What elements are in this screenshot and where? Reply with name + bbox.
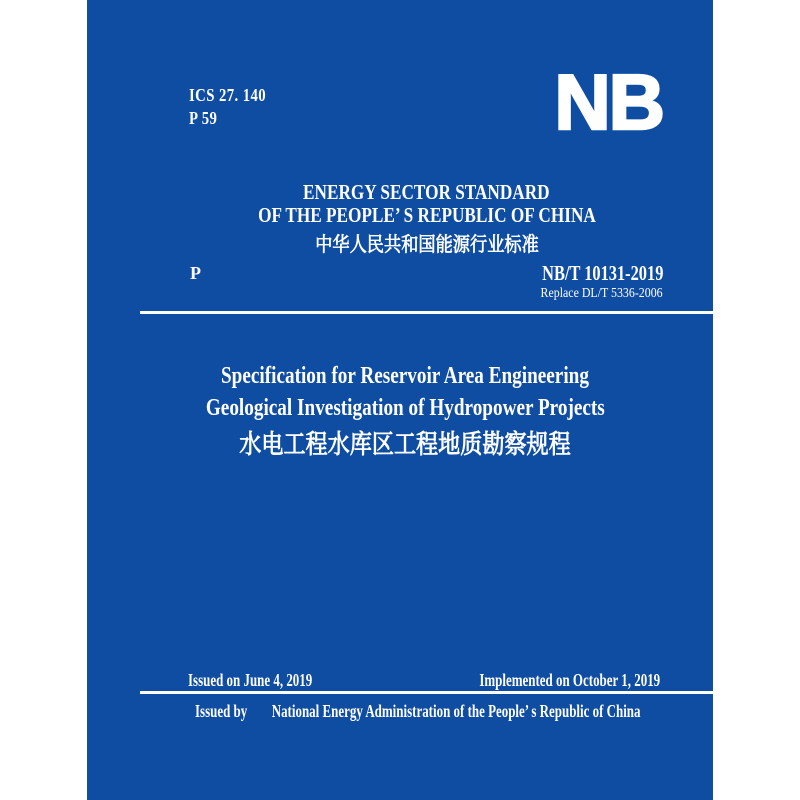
header-en-line1: ENERGY SECTOR STANDARD [303,180,550,204]
ics-classification [189,84,283,130]
china-class-code: P 59 [189,108,218,128]
issued-date: Issued on June 4, 2019 [188,670,313,690]
standard-cover [87,0,713,800]
top-divider-rule [140,311,713,314]
issuer-name: National Energy Administration of the People’ s Republic of China [271,701,641,721]
ics-code: ICS 27. 140 [189,85,267,105]
issued-by-label: Issued by [195,701,248,721]
standard-header [190,181,663,256]
doc-class-letter: P [190,263,201,283]
title-en-line2: Geological Investigation of Hydropower Projects [205,395,605,421]
header-en-line2: OF THE PEOPLE’ S REPUBLIC OF CHINA [257,203,596,227]
issuer-row [195,701,640,722]
title-cn: 水电工程水库区工程地质勘察规程 [239,430,571,459]
title-en-line1: Specification for Reservoir Area Engineering [221,363,589,389]
implemented-date: Implemented on October 1, 2019 [479,670,660,690]
standard-title [97,360,713,461]
bottom-divider-rule [140,691,713,694]
header-cn: 中华人民共和国能源行业标准 [314,234,539,256]
standard-number: NB/T 10131-2019 [541,261,663,285]
nb-logo: NB [554,58,663,146]
replaced-standard: Replace DL/T 5336-2006 [540,286,663,301]
